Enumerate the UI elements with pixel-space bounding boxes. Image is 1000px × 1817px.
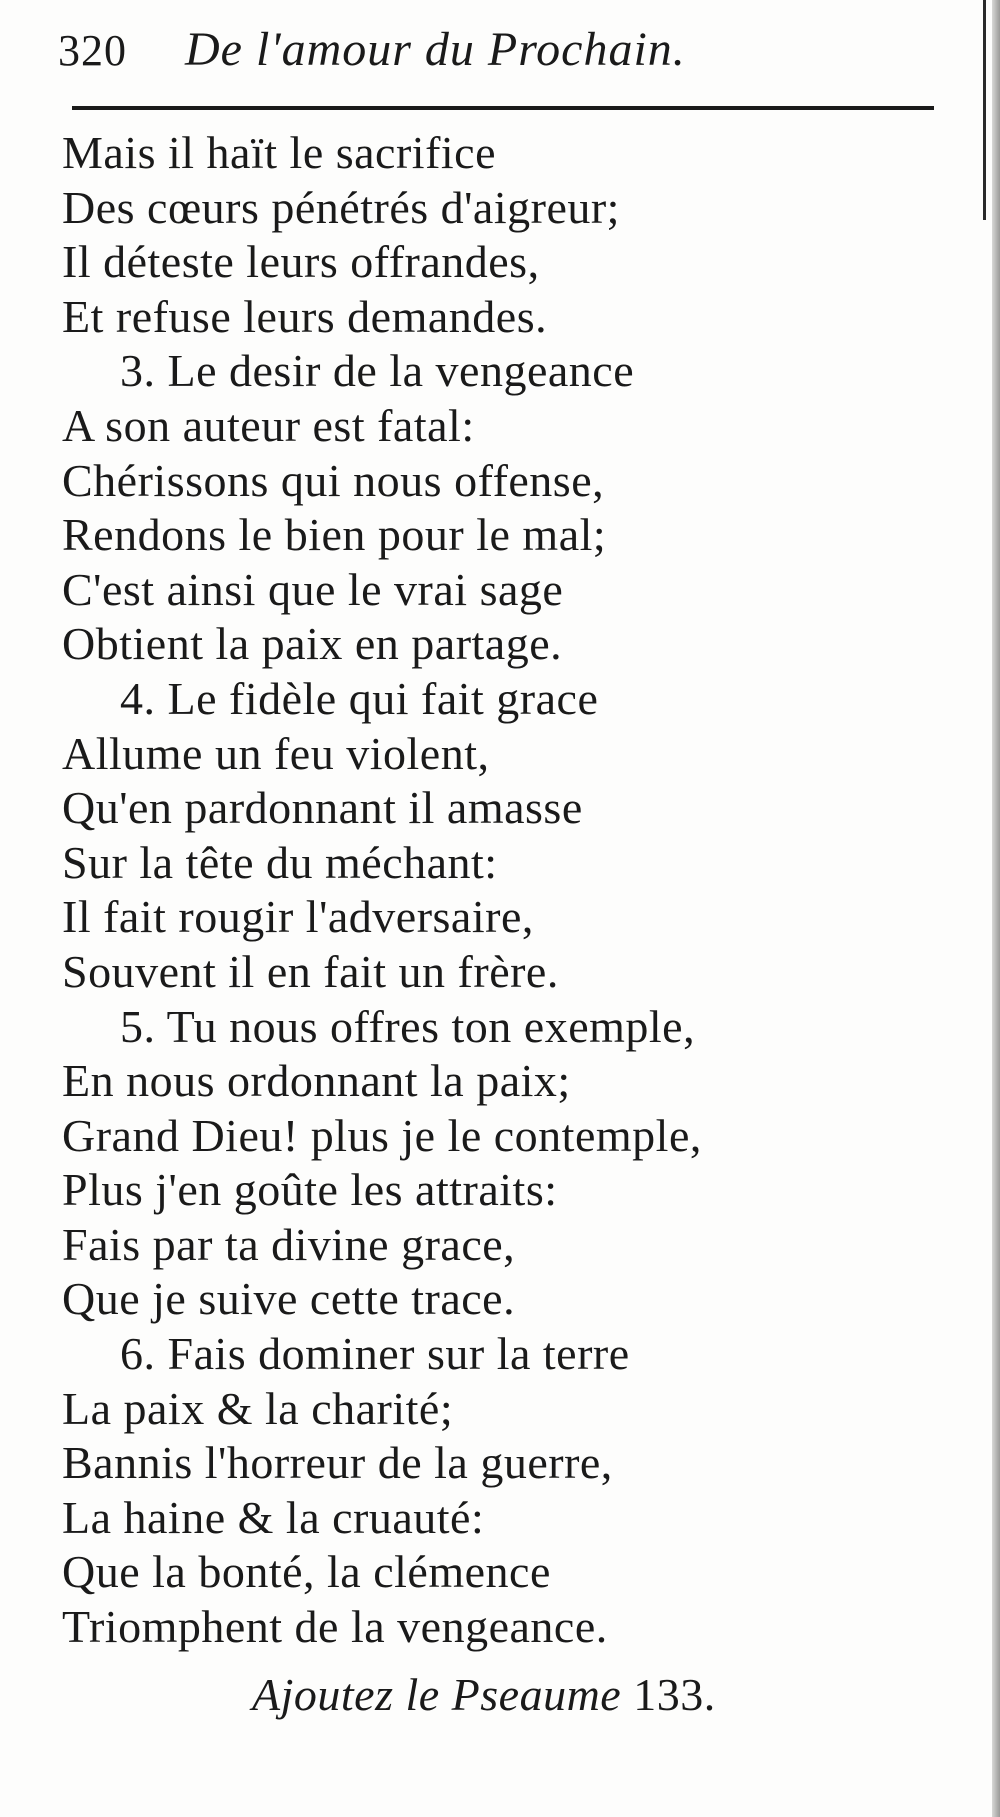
verse-line: Des cœurs pénétrés d'aigreur; — [62, 181, 620, 233]
verse-line: Souvent il en fait un frère. — [62, 945, 559, 997]
page-header — [58, 22, 938, 82]
verse-line: 3. Le desir de la vengeance — [120, 345, 635, 397]
closing-note — [252, 1668, 716, 1721]
verse-line: C'est ainsi que le vrai sage — [62, 563, 564, 615]
verse-line: 5. Tu nous offres ton exemple, — [120, 1000, 696, 1052]
page-edge-mark — [983, 0, 986, 220]
running-title: De l'amour du Prochain. — [185, 23, 686, 76]
verse-line: Chérissons qui nous offense, — [62, 454, 605, 506]
verse-line: Il fait rougir l'adversaire, — [62, 891, 534, 943]
psalm-number: 133. — [633, 1669, 716, 1720]
verse-line: Grand Dieu! plus je le contemple, — [62, 1109, 702, 1161]
verse-line: Qu'en pardonnant il amasse — [62, 782, 583, 834]
verse-line: A son auteur est fatal: — [62, 399, 475, 451]
verse-line: Il déteste leurs offrandes, — [62, 236, 540, 288]
verse-line: Rendons le bien pour le mal; — [62, 509, 607, 561]
page-number: 320 — [58, 26, 127, 75]
verse-line: Triomphent de la vengeance. — [62, 1601, 608, 1653]
verse-line: Obtient la paix en partage. — [62, 618, 563, 670]
hymn-verses — [62, 126, 942, 1655]
verse-line: Bannis l'horreur de la guerre, — [62, 1437, 613, 1489]
verse-line: Plus j'en goûte les attraits: — [62, 1164, 558, 1216]
verse-line: Et refuse leurs demandes. — [62, 290, 548, 342]
page-edge-shadow — [992, 0, 1000, 1817]
verse-line: La paix & la charité; — [62, 1382, 454, 1434]
verse-line: Allume un feu violent, — [62, 727, 490, 779]
verse-line: 4. Le fidèle qui fait grace — [120, 672, 599, 724]
verse-line: Que je suive cette trace. — [62, 1273, 516, 1325]
verse-line: Que la bonté, la clémence — [62, 1546, 551, 1598]
verse-line: La haine & la cruauté: — [62, 1491, 485, 1543]
verse-line: Mais il haït le sacrifice — [62, 127, 497, 178]
header-rule — [72, 106, 934, 110]
verse-line: Fais par ta divine grace, — [62, 1218, 516, 1270]
verse-line: Sur la tête du méchant: — [62, 836, 498, 888]
closing-instruction: Ajoutez le Pseaume — [252, 1669, 622, 1720]
verse-line: En nous ordonnant la paix; — [62, 1055, 571, 1107]
verse-line: 6. Fais dominer sur la terre — [120, 1328, 630, 1380]
